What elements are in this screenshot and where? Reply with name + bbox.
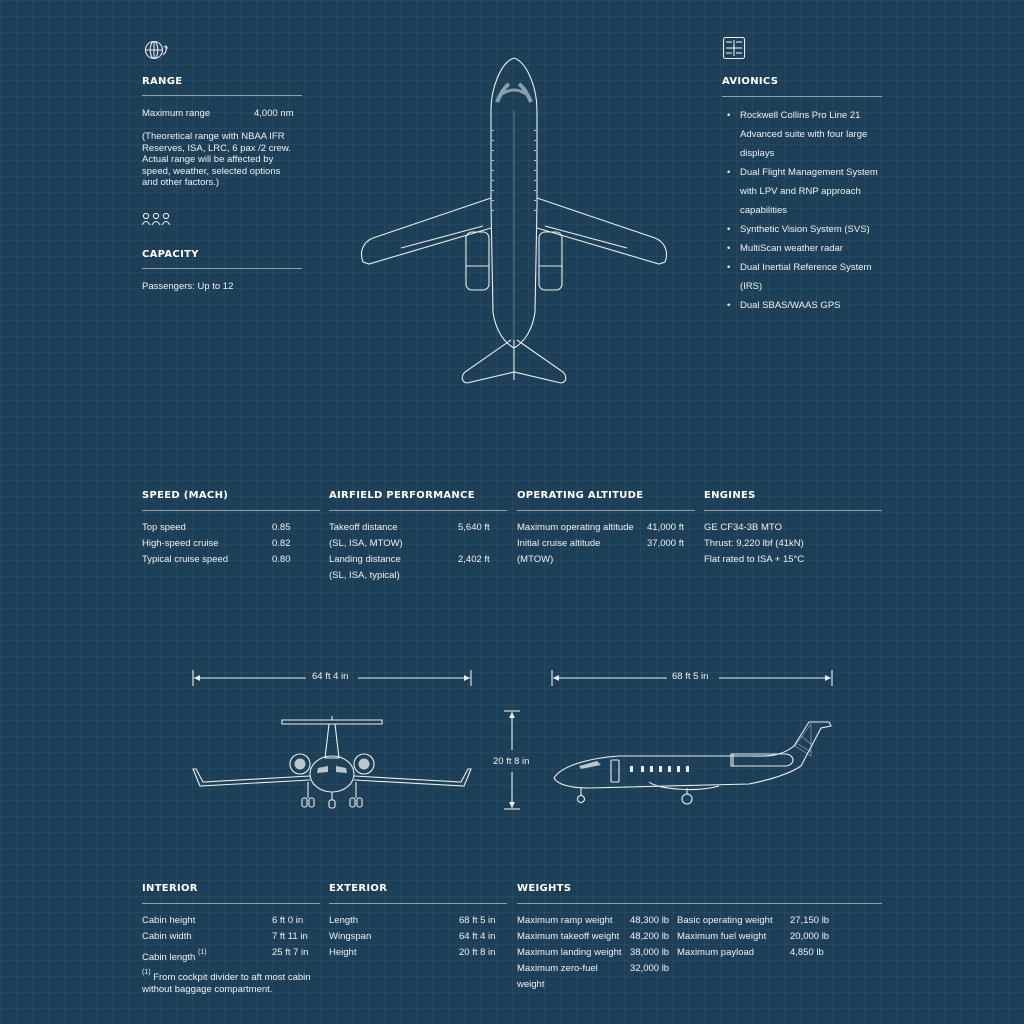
landing-sub: (SL, ISA, typical): [329, 570, 400, 581]
altitude-max-value: 41,000 ft: [647, 522, 684, 533]
range-max-label: Maximum range: [142, 108, 211, 119]
aircraft-side-view-drawing: [549, 716, 835, 810]
avionics-item: • MultiScan weather radar: [722, 239, 884, 258]
altitude-title: OPERATING ALTITUDE: [517, 490, 644, 501]
exterior-row-value: 64 ft 4 in: [459, 931, 496, 942]
speed-section: [142, 488, 320, 578]
interior-cabin-length: [142, 945, 207, 966]
weight-label: Maximum ramp weight: [517, 915, 613, 926]
altitude-initial-value: 37,000 ft: [647, 538, 684, 549]
avionics-list: [722, 106, 884, 315]
range-title: RANGE: [142, 76, 183, 87]
length-dimension-label: 68 ft 5 in: [672, 671, 709, 682]
avionics-panel-icon: [722, 36, 746, 60]
weight-value: 4,850 lb: [790, 947, 824, 958]
exterior-divider: [329, 903, 507, 904]
speed-row-value: 0.80: [272, 554, 291, 565]
interior-row-label: Cabin height: [142, 915, 196, 926]
weights-section: [517, 881, 882, 1001]
exterior-section: [329, 881, 507, 971]
altitude-section: [517, 488, 695, 578]
engines-title: ENGINES: [704, 490, 756, 501]
weight-label: Maximum landing weight: [517, 947, 622, 958]
globe-range-icon: [142, 38, 170, 62]
passengers-value: Up to 12: [197, 281, 234, 292]
exterior-row-label: Wingspan: [329, 931, 372, 942]
engine-thrust: Thrust: 9,220 lbf (41kN): [704, 538, 804, 549]
speed-row-label: Typical cruise speed: [142, 554, 229, 565]
interior-title: INTERIOR: [142, 883, 198, 894]
engine-flat-rating: Flat rated to ISA + 15°C: [704, 554, 805, 565]
altitude-divider: [517, 510, 695, 511]
capacity-divider: [142, 268, 302, 269]
avionics-item: • Dual Inertial Reference System (IRS): [722, 258, 884, 296]
speed-title: SPEED (MACH): [142, 490, 229, 501]
weight-value: 32,000 lb: [630, 963, 670, 974]
engines-divider: [704, 510, 882, 511]
capacity-section: [142, 212, 302, 302]
capacity-passengers: [142, 279, 233, 295]
airfield-section: [329, 488, 507, 598]
weight-label: Maximum payload: [677, 947, 755, 958]
weight-label: Maximum takeoff weight: [517, 931, 620, 942]
avionics-title: AVIONICS: [722, 76, 779, 87]
weight-value: 38,000 lb: [630, 947, 670, 958]
airfield-title: AIRFIELD PERFORMANCE: [329, 490, 475, 501]
interior-divider: [142, 903, 320, 904]
range-max-number: 4,000: [254, 108, 278, 119]
passengers-label: Passengers:: [142, 281, 195, 292]
interior-row-label: Cabin width: [142, 931, 192, 942]
interior-row-value: 25 ft 7 in: [272, 947, 309, 958]
takeoff-label: Takeoff distance: [329, 522, 398, 533]
altitude-initial-sub: (MTOW): [517, 554, 554, 565]
footnote-mark: (1): [142, 969, 151, 976]
aircraft-front-view-drawing: [190, 714, 474, 812]
capacity-title: CAPACITY: [142, 249, 199, 260]
wingspan-dimension-label: 64 ft 4 in: [312, 671, 349, 682]
altitude-initial-label: Initial cruise altitude: [517, 538, 601, 549]
exterior-title: EXTERIOR: [329, 883, 388, 894]
weight-label: Basic operating weight: [677, 915, 773, 926]
speed-divider: [142, 510, 320, 511]
footnote-marker: (1): [198, 949, 207, 956]
range-divider: [142, 95, 302, 96]
weights-divider: [517, 903, 882, 904]
landing-value: 2,402 ft: [458, 554, 490, 565]
exterior-row-value: 20 ft 8 in: [459, 947, 496, 958]
avionics-section: [722, 36, 882, 326]
weight-label: Maximum fuel weight: [677, 931, 767, 942]
interior-row-value: 7 ft 11 in: [272, 931, 308, 942]
footnote-text: From cockpit divider to aft most cabin without baggage compartment.: [142, 972, 311, 995]
range-note: (Theoretical range with NBAA IFR Reserves, ISA, LRC, 6 pax /2 crew. Actual range will be affected by speed, weather, selected options and other factors.): [142, 131, 291, 188]
range-max-value: [254, 106, 294, 122]
range-section: [142, 38, 302, 188]
altitude-max-label: Maximum operating altitude: [517, 522, 634, 533]
weight-value: 27,150 lb: [790, 915, 830, 926]
engines-section: [704, 488, 882, 578]
avionics-item: • Rockwell Collins Pro Line 21 Advanced suite with four large displays: [722, 106, 884, 163]
exterior-row-label: Height: [329, 947, 357, 958]
weight-value: 20,000 lb: [790, 931, 830, 942]
landing-label: Landing distance: [329, 554, 401, 565]
interior-row-value: 6 ft 0 in: [272, 915, 304, 926]
height-dimension-label: 20 ft 8 in: [493, 756, 530, 767]
speed-row-label: High-speed cruise: [142, 538, 219, 549]
avionics-item: • Synthetic Vision System (SVS): [722, 220, 884, 239]
passengers-icon: [142, 212, 170, 226]
airfield-divider: [329, 510, 507, 511]
weight-value: 48,300 lb: [630, 915, 670, 926]
exterior-row-label: Length: [329, 915, 359, 926]
avionics-item: • Dual SBAS/WAAS GPS: [722, 296, 884, 315]
speed-row-label: Top speed: [142, 522, 186, 533]
interior-footnote: [142, 967, 312, 995]
weight-label: Maximum zero-fuel: [517, 963, 598, 974]
aircraft-top-view-drawing: [355, 50, 675, 390]
speed-row-value: 0.82: [272, 538, 291, 549]
interior-section: [142, 881, 320, 1001]
exterior-row-value: 68 ft 5 in: [459, 915, 496, 926]
engine-model: GE CF34-3B MTO: [704, 522, 782, 533]
speed-row-value: 0.85: [272, 522, 291, 533]
weight-value: 48,200 lb: [630, 931, 670, 942]
avionics-divider: [722, 96, 882, 97]
weights-title: WEIGHTS: [517, 883, 572, 894]
interior-row-label: Cabin length: [142, 952, 196, 963]
avionics-item: • Dual Flight Management System with LPV and RNP approach capabilities: [722, 163, 884, 220]
takeoff-value: 5,640 ft: [458, 522, 490, 533]
range-max-unit: nm: [280, 108, 294, 119]
weight-label-cont: weight: [517, 979, 545, 990]
takeoff-sub: (SL, ISA, MTOW): [329, 538, 403, 549]
